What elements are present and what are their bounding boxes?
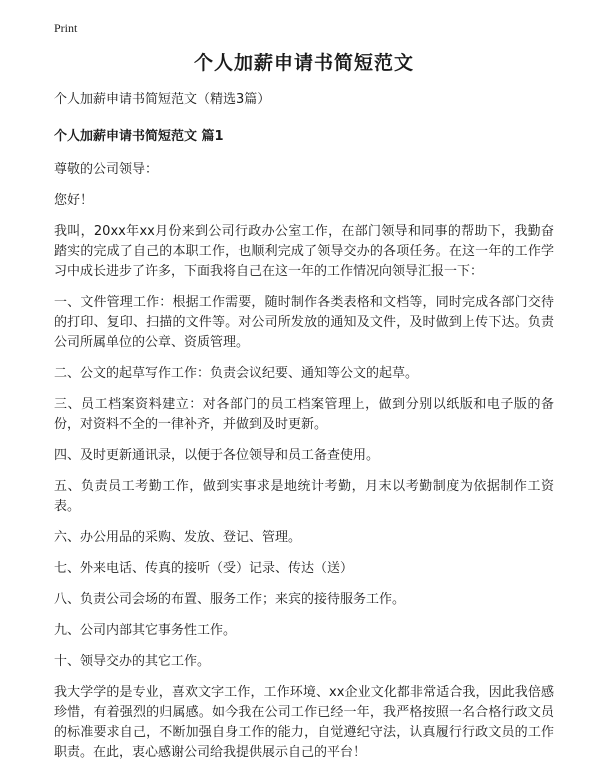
document-title: 个人加薪申请书简短范文 — [193, 52, 414, 74]
print-link[interactable]: Print — [54, 21, 78, 35]
duty-item-3: 三、员工档案资料建立：对各部门的员工档案管理上，做到分别以纸版和电子版的备份，对资料不全的一律补齐，并做到及时更新。 — [54, 397, 554, 432]
duty-item-4: 四、及时更新通讯录，以便于各位领导和员工备查使用。 — [54, 448, 380, 463]
duty-item-7: 七、外来电话、传真的接听（受）记录、传达（送） — [54, 561, 354, 576]
closing-paragraph: 我大学学的是专业，喜欢文字工作，工作环境、xx企业文化都非常适合我，因此我倍感珍惜，有着强烈的归属感。如今我在公司工作已经一年，我严格按照一名合格行政文员的标准要求自己，不断加强自身工作的能力，自觉遵纪守法，认真履行行政文员的工作职责。在此，衷心感谢公司给我提供展示自己的平台！ — [54, 685, 554, 760]
duty-item-1: 一、文件管理工作：根据工作需要，随时制作各类表格和文档等，同时完成各部门交待的打印、复印、扫描的文件等。对公司所发放的通知及文件，及时做到上传下达。负责公司所属单位的公章、资质管理。 — [54, 295, 554, 350]
greeting: 您好！ — [54, 193, 94, 208]
duty-item-5: 五、负责员工考勤工作，做到实事求是地统计考勤，月末以考勤制度为依据制作工资表。 — [54, 479, 554, 514]
intro-paragraph: 我叫，20xx年xx月份来到公司行政办公室工作，在部门领导和同事的帮助下，我勤奋踏实的完成了自己的本职工作，也顺利完成了领导交办的各项任务。在这一年的工作学习中成长进步了许多，下面我将自己在这一年的工作情况向领导汇报一下： — [54, 224, 554, 279]
document-subtitle: 个人加薪申请书简短范文（精选3篇） — [54, 92, 271, 107]
duty-item-2: 二、公文的起草写作工作：负责会议纪要、通知等公文的起草。 — [54, 366, 419, 381]
document-body — [54, 50, 554, 774]
duty-item-9: 九、公司内部其它事务性工作。 — [54, 623, 237, 638]
salutation: 尊敬的公司领导： — [54, 162, 159, 177]
duty-item-6: 六、办公用品的采购、发放、登记、管理。 — [54, 530, 302, 545]
section-heading: 个人加薪申请书简短范文 篇1 — [54, 129, 224, 144]
duty-item-10: 十、领导交办的其它工作。 — [54, 654, 211, 669]
duty-item-8: 八、负责公司会场的布置、服务工作；来宾的接待服务工作。 — [54, 592, 406, 607]
